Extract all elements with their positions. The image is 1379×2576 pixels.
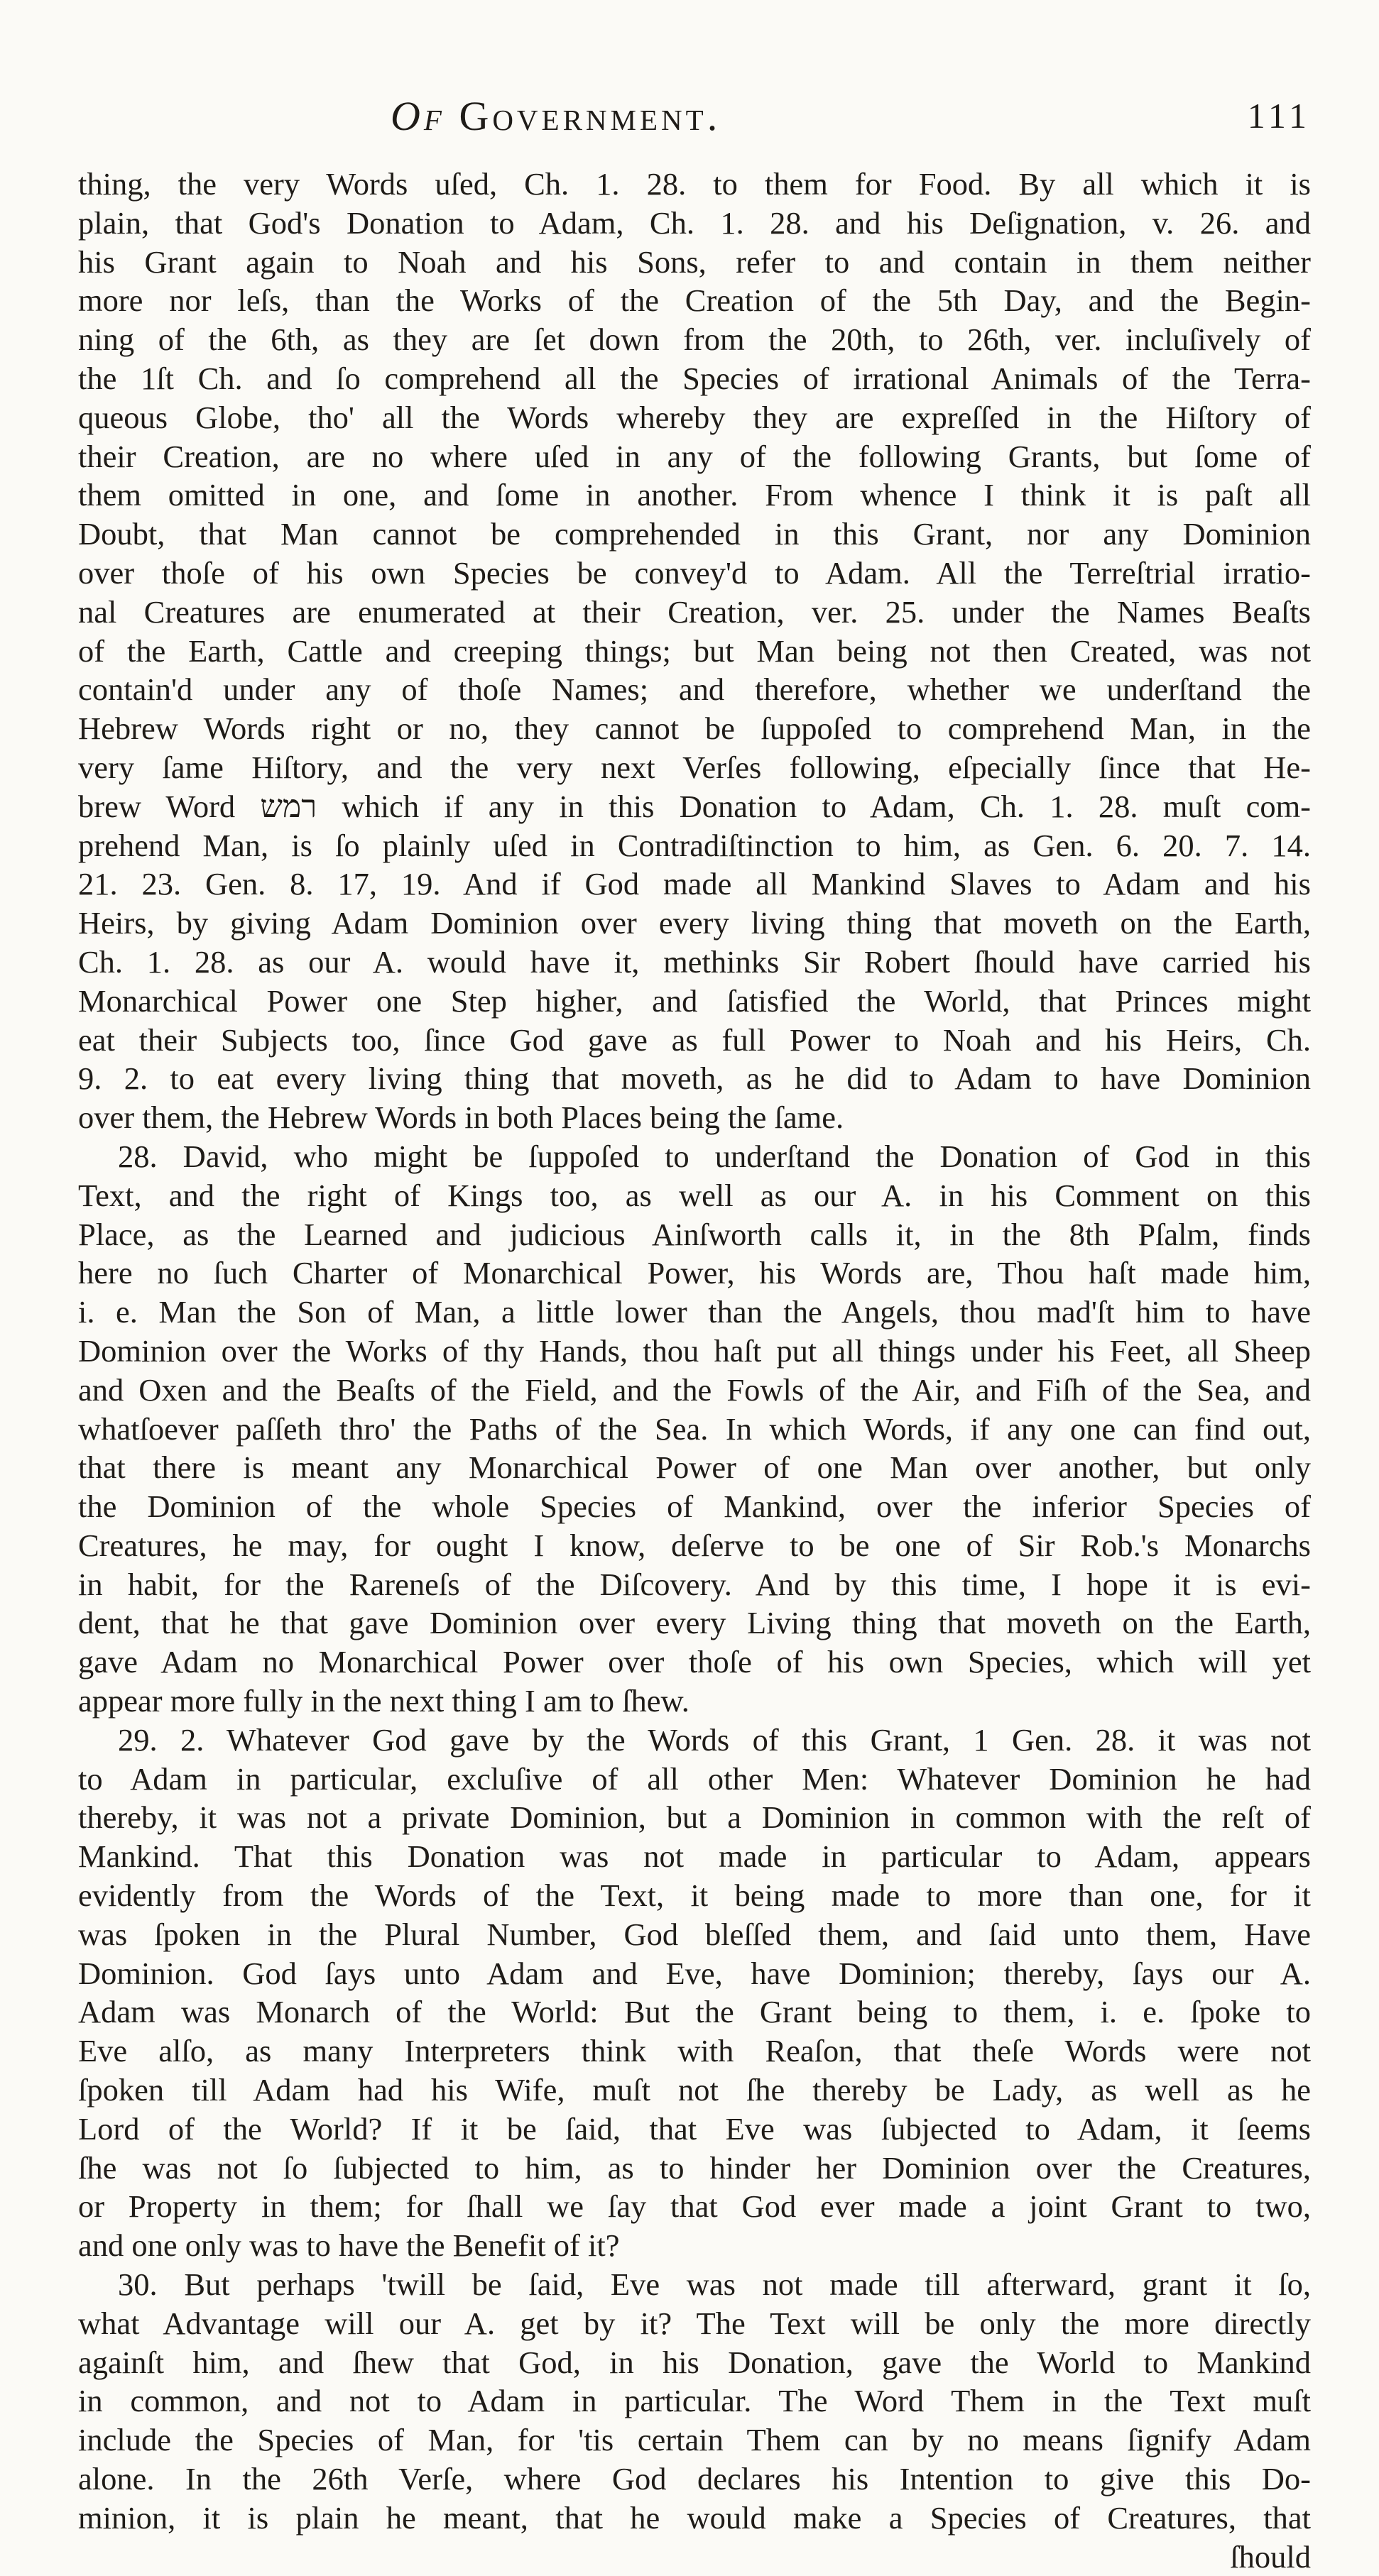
text-line: againſt him, and ſhew that God, in his Donation, gave the World to Mankind: [78, 2344, 1311, 2380]
text-line: evidently from the Words of the Text, it being made to more than one, for it: [78, 1878, 1311, 1914]
text-line: and one only was to have the Benefit of it?: [78, 2227, 620, 2264]
text-line: queous Globe, tho' all the Words whereby they are expreſſed in the Hiſtory of: [78, 399, 1311, 435]
text-line: 21. 23. Gen. 8. 17, 19. And if God made all Mankind Slaves to Adam and his: [78, 866, 1311, 902]
text-line: in habit, for the Rareneſs of the Diſcovery. And by this time, I hope it is evi-: [78, 1566, 1311, 1602]
text-line: his Grant again to Noah and his Sons, refer to and contain in them neither: [78, 243, 1311, 280]
text-line: thereby, it was not a private Dominion, but a Dominion in common with the reſt of: [78, 1799, 1311, 1836]
text-line: over them, the Hebrew Words in both Places being the ſame.: [78, 1100, 844, 1136]
text-line: plain, that God's Donation to Adam, Ch. 1. 28. and his Deſignation, v. 26. and: [78, 204, 1311, 241]
text-line: ſpoken till Adam had his Wife, muſt not ſhe thereby be Lady, as well as he: [78, 2072, 1311, 2108]
text-line: over thoſe of his own Species be convey'd to Adam. All the Terreſtrial irratio-: [78, 554, 1311, 591]
text-line: Adam was Monarch of the World: But the Grant being to them, i. e. ſpoke to: [78, 1994, 1311, 2030]
text-line: 28. David, who might be ſuppoſed to underſtand the Donation of God in this: [118, 1138, 1311, 1174]
text-line: prehend Man, is ſo plainly uſed in Contradiſtinction to him, as Gen. 6. 20. 7. 14.: [78, 827, 1311, 863]
text-line: and Oxen and the Beaſts of the Field, and the Fowls of the Air, and Fiſh of the Sea, and: [78, 1371, 1311, 1408]
text-line: to Adam in particular, excluſive of all other Men: Whatever Dominion he had: [78, 1760, 1311, 1797]
running-header: [78, 92, 1311, 149]
text-line: brew Word רמש which if any in this Donation to Adam, Ch. 1. 28. muſt com-: [78, 788, 1311, 824]
text-line: 30. But perhaps 'twill be ſaid, Eve was not made till afterward, grant it ſo,: [118, 2267, 1311, 2303]
text-line: whatſoever paſſeth thro' the Paths of the Sea. In which Words, if any one can find out,: [78, 1410, 1311, 1447]
text-line: more nor leſs, than the Works of the Creation of the 5th Day, and the Begin-: [78, 283, 1311, 319]
text-line: in common, and not to Adam in particular. The Word Them in the Text muſt: [78, 2383, 1311, 2419]
text-line: them omitted in one, and ſome in another. From whence I think it is paſt all: [78, 477, 1311, 513]
text-line: Dominion. God ſays unto Adam and Eve, have Dominion; thereby, ſays our A.: [78, 1955, 1311, 1991]
text-line: ſhe was not ſo ſubjected to him, as to hinder her Dominion over the Creatures,: [78, 2149, 1311, 2186]
text-line: alone. In the 26th Verſe, where God declares his Intention to give this Do-: [78, 2461, 1311, 2497]
catchword: ſhould: [1230, 2538, 1311, 2575]
text-line: gave Adam no Monarchical Power over thoſe of his own Species, which will yet: [78, 1644, 1311, 1680]
text-line: thing, the very Words uſed, Ch. 1. 28. to them for Food. By all which it is: [78, 166, 1311, 202]
text-line: i. e. Man the Son of Man, a little lower than the Angels, thou mad'ſt him to have: [78, 1294, 1311, 1330]
text-line: Creatures, he may, for ought I know, deſerve to be one of Sir Rob.'s Monarchs: [78, 1527, 1311, 1563]
text-line: Place, as the Learned and judicious Ainſworth calls it, in the 8th Pſalm, finds: [78, 1216, 1311, 1252]
text-line: eat their Subjects too, ſince God gave as full Power to Noah and his Heirs, Ch.: [78, 1021, 1311, 1058]
text-line: contain'd under any of thoſe Names; and therefore, whether we underſtand the: [78, 672, 1311, 708]
text-line: Monarchical Power one Step higher, and ſatisfied the World, that Princes might: [78, 982, 1311, 1019]
text-line: Text, and the right of Kings too, as well as our A. in his Comment on this: [78, 1177, 1311, 1213]
text-line: Eve alſo, as many Interpreters think with Reaſon, that theſe Words were not: [78, 2033, 1311, 2069]
text-line: Mankind. That this Donation was not made in particular to Adam, appears: [78, 1838, 1311, 1875]
text-line: 9. 2. to eat every living thing that moveth, as he did to Adam to have Dominion: [78, 1060, 1311, 1097]
running-title-of: Of: [391, 93, 445, 139]
page-number: 111: [1247, 96, 1311, 136]
text-line: the Dominion of the whole Species of Mankind, over the inferior Species of: [78, 1489, 1311, 1525]
text-line: or Property in them; for ſhall we ſay that God ever made a joint Grant to two,: [78, 2188, 1311, 2225]
body-text: [78, 165, 1311, 2576]
text-line: Lord of the World? If it be ſaid, that Eve was ſubjected to Adam, it ſeems: [78, 2110, 1311, 2147]
text-line: here no ſuch Charter of Monarchical Power, his Words are, Thou haſt made him,: [78, 1255, 1311, 1291]
text-line: Doubt, that Man cannot be comprehended in this Grant, nor any Dominion: [78, 516, 1311, 552]
text-line: minion, it is plain he meant, that he would make a Species of Creatures, that: [78, 2499, 1311, 2536]
running-title-word: Government.: [459, 93, 721, 139]
text-line: their Creation, are no where uſed in any of the following Grants, but ſome of: [78, 438, 1311, 474]
text-line: was ſpoken in the Plural Number, God bleſſed them, and ſaid unto them, Have: [78, 1916, 1311, 1952]
text-line: Heirs, by giving Adam Dominion over every living thing that moveth on the Earth,: [78, 905, 1311, 941]
text-line: include the Species of Man, for 'tis certain Them can by no means ſignify Adam: [78, 2422, 1311, 2458]
text-line: nal Creatures are enumerated at their Creation, ver. 25. under the Names Beaſts: [78, 593, 1311, 630]
text-line: ning of the 6th, as they are ſet down from the 20th, to 26th, ver. incluſively of: [78, 322, 1311, 358]
text-line: very ſame Hiſtory, and the very next Verſes following, eſpecially ſince that He-: [78, 749, 1311, 785]
text-line: of the Earth, Cattle and creeping things; but Man being not then Created, was not: [78, 632, 1311, 669]
text-line: Hebrew Words right or no, they cannot be ſuppoſed to comprehend Man, in the: [78, 711, 1311, 747]
text-line: what Advantage will our A. get by it? The Text will be only the more directly: [78, 2305, 1311, 2341]
running-title: [391, 92, 721, 140]
text-line: 29. 2. Whatever God gave by the Words of this Grant, 1 Gen. 28. it was not: [118, 1721, 1311, 1758]
text-line: the 1ſt Ch. and ſo comprehend all the Species of irrational Animals of the Terra-: [78, 360, 1311, 396]
text-line: Ch. 1. 28. as our A. would have it, methinks Sir Robert ſhould have carried his: [78, 943, 1311, 980]
text-line: dent, that he that gave Dominion over every Living thing that moveth on the Earth,: [78, 1605, 1311, 1641]
text-line: that there is meant any Monarchical Power of one Man over another, but only: [78, 1449, 1311, 1486]
text-line: appear more fully in the next thing I am to ſhew.: [78, 1683, 690, 1719]
text-line: Dominion over the Works of thy Hands, thou haſt put all things under his Feet, all Sheep: [78, 1332, 1311, 1369]
